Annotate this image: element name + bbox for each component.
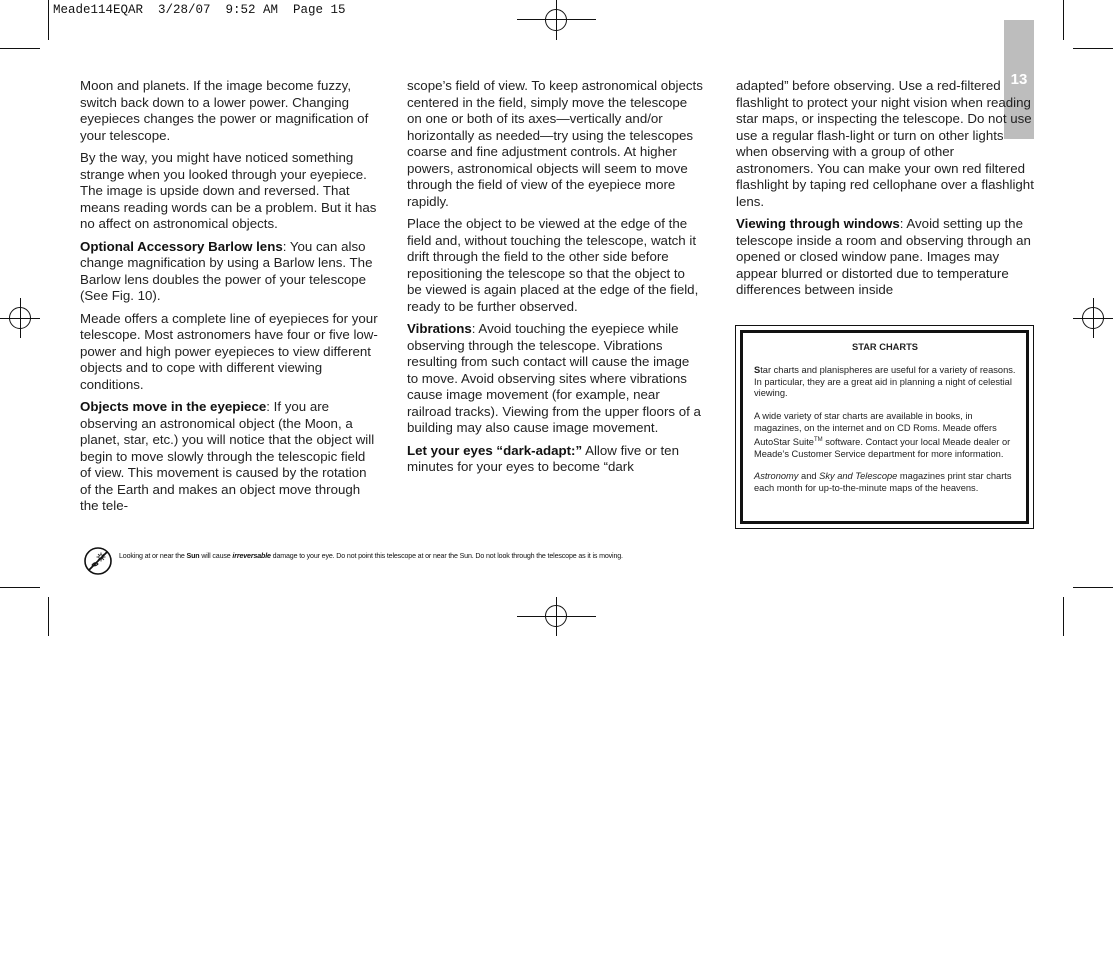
warning-emphasis: Sun [186,552,200,560]
warning-emphasis: irreversable [232,552,271,560]
paragraph [407,321,703,437]
sun-warning-text [119,552,623,560]
page-number: 13 [1010,71,1028,88]
magazine-name: Sky and Telescope [819,471,898,482]
paragraph-body: : You can also change magnification by using a Barlow lens. The Barlow lens doubles the power of your telescope (See Fig. 10). [80,238,373,303]
section-heading: Objects move in the eyepiece [80,399,267,414]
text-column-1 [80,78,380,521]
box-paragraph [754,411,1016,460]
drop-cap: S [754,364,761,375]
paragraph-body: Allow five or ten minutes for your eyes to become “dark [407,442,679,474]
paragraph: scope’s field of view. To keep astronomical objects centered in the field, simply move the telescope on one or both of its axes—vertically and/or horizontally as needed—try using the telescopes coarse and fine adjustment controls. At higher powers, astronomical objects will seem to move through the field of view of the eyepiece more rapidly. [407,78,703,209]
text-column-3 [736,78,1034,305]
paragraph-body: : If you are observing an astronomical object (the Moon, a planet, star, etc.) you will notice that the object will begin to move slowly through the telescopic field of view. This movement is caused by the rotation of the Earth and makes an object move through the tele- [80,399,375,513]
paragraph [736,216,1034,299]
crop-mark [1063,0,1064,40]
conjunction: and [798,471,820,482]
paragraph: By the way, you might have noticed something strange when you looked through your eyepiece. The image is upside down and reversed. That means reading words can be a problem. But it has no affect on astronomical objects. [80,150,377,231]
box-paragraph [754,471,1016,495]
box-paragraph-body: software. Contact your local Meade dealer or Meade’s Customer Service department for more information. [754,436,1011,459]
section-heading: Viewing through windows [736,216,900,231]
paragraph [80,239,380,305]
crop-mark [1063,597,1064,636]
paragraph [80,399,380,515]
crop-mark [0,587,40,588]
warning-part: damage to your eye. Do not point this telescope at or near the Sun. Do not look through the telescope as it is moving. [270,552,623,560]
crop-mark [1073,587,1113,588]
print-slug: Meade114EQAR 3/28/07 9:52 AM Page 15 [53,3,346,17]
text-column-2 [407,78,703,482]
paragraph-body: : Avoid setting up the telescope inside a room and observing through an opened or closed window pane. Images may appear blurred or distorted due to temperature differences between inside [736,216,1031,297]
star-charts-title: STAR CHARTS [852,342,918,352]
crop-mark [0,48,40,49]
crop-mark [48,597,49,636]
box-paragraph [754,365,1016,400]
box-paragraph-body: tar charts and planispheres are useful for a variety of reasons. In particular, they are a great aid in planning a night of celestial viewing. [754,364,1016,399]
paragraph [407,443,703,476]
trademark: TM [813,436,823,443]
crop-mark [1073,48,1113,49]
paragraph: Meade offers a complete line of eyepieces for your telescope. Most astronomers have four or five low-power and high power eyepieces to view different objects and to cope with different viewing conditions. [80,310,378,392]
paragraph: Moon and planets. If the image become fuzzy, switch back down to a lower power. Changing eyepieces changes the power or magnification of your telescope. [80,78,369,143]
section-heading: Let your eyes “dark-adapt:” [407,442,583,458]
sun-warning-icon [84,547,112,575]
paragraph: adapted” before observing. Use a red-filtered flashlight to protect your night vision when reading star maps, or inspecting the telescope. Do not use use a regular flash-light or turn on other lights when observing with a group of other astronomers. You can make your own red filtered flashlight by taping red cellophane over a flashlight lens. [736,78,1034,209]
crop-mark [48,0,49,40]
box-paragraph-body: magazines print star charts each month for up-to-the-minute maps of the heavens. [754,471,1012,494]
section-heading: Optional Accessory Barlow lens [80,238,283,254]
box-paragraph-body: A wide variety of star charts are available in books, in magazines, on the internet and on CD Roms. Meade offers AutoStar Suite [754,411,997,447]
section-heading: Vibrations [407,321,472,336]
star-charts-box [735,325,1034,529]
warning-part: will cause [199,552,233,560]
warning-part: Looking at or near the [119,552,187,560]
paragraph: Place the object to be viewed at the edge of the field and, without touching the telescope, watch it drift through the field to the other side before repositioning the telescope so that the object to be viewed is again placed at the edge of the field, ready to be further observed. [407,216,699,314]
paragraph-body: : Avoid touching the eyepiece while observing through the telescope. Vibrations resulting from such contact will cause the image to move. Avoid observing sites where vibrations cause image movement (for example, near railroad tracks). Viewing from the upper floors of a building may also cause image movement. [407,321,701,435]
magazine-name: Astronomy [754,471,799,482]
star-charts-box-inner [740,330,1029,524]
